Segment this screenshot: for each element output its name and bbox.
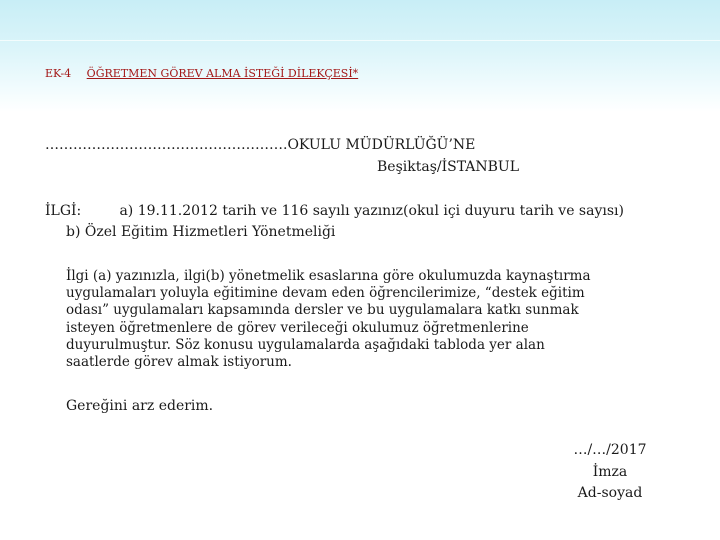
reference-label: İLGİ: xyxy=(45,203,82,219)
body-line: uygulamaları yoluyla eğitimine devam eden öğrencilerimize, “destek eğitim xyxy=(66,285,585,302)
reference-a-text: a) 19.11.2012 tarih ve 116 sayılı yazınız(okul içi duyuru tarih ve sayısı) xyxy=(119,203,624,219)
body-line: isteyen öğretmenlere de görev verileceği okulumuz öğretmenlerine xyxy=(66,319,529,336)
signature-name: Ad-soyad xyxy=(577,485,643,501)
signature-block xyxy=(540,440,680,505)
signature-label: İmza xyxy=(592,463,628,480)
document-title-row xyxy=(45,67,358,80)
body-line: duyurulmuştur. Söz konusu uygulamalarda aşağıdaki tabloda yer alan xyxy=(66,336,545,353)
closing-sentence: Gereğini arz ederim. xyxy=(66,398,214,414)
annex-label: EK-4 xyxy=(45,67,72,80)
addressee-line: …………………………………………….OKULU MÜDÜRLÜĞÜ’NE xyxy=(45,137,476,153)
reference-b: b) Özel Eğitim Hizmetleri Yönetmeliği xyxy=(66,224,336,240)
body-line: saatlerde görev almak istiyorum. xyxy=(66,354,292,371)
header-divider xyxy=(0,40,720,41)
document-title: ÖĞRETMEN GÖREV ALMA İSTEĞİ DİLEKÇESİ* xyxy=(86,67,359,80)
reference-a xyxy=(45,203,624,219)
signature-date: …/…/2017 xyxy=(573,442,647,458)
body-line: İlgi (a) yazınızla, ilgi(b) yönetmelik esaslarına göre okulumuzda kaynaştırma xyxy=(66,268,591,284)
petition-body xyxy=(66,268,676,371)
addressee-city: Beşiktaş/İSTANBUL xyxy=(377,159,520,175)
header-band xyxy=(0,0,720,112)
body-line: odası” uygulamaları kapsamında dersler ve bu uygulamalara katkı sunmak xyxy=(66,302,579,319)
